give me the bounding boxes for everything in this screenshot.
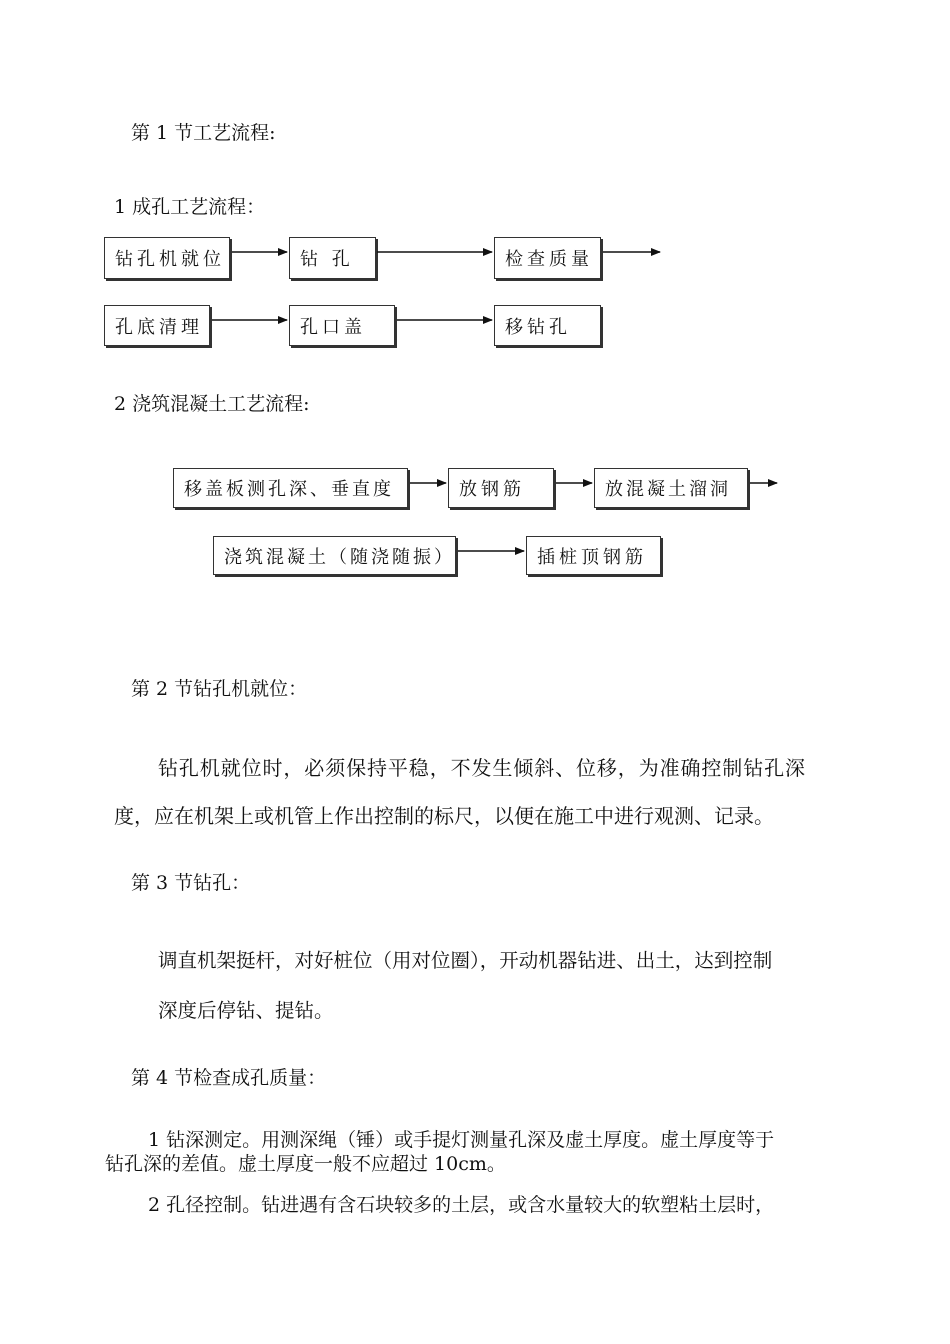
section-1-title: 第 1 节工艺流程: xyxy=(131,122,276,144)
section-4-item-2-line-1: 2 孔径控制。钻进遇有含石块较多的土层，或含水量较大的软塑粘土层时， xyxy=(148,1194,775,1216)
flow2-step-insert-rebar: 插桩顶钢筋 xyxy=(526,536,661,575)
section-3-paragraph-line-1: 调直机架挺杆，对好桩位（用对位圈），开动机器钻进、出土，达到控制 xyxy=(158,949,773,972)
flow1-step-check-quality: 检查质量 xyxy=(494,237,601,279)
section-2-paragraph-line-2: 度，应在机架上或机管上作出控制的标尺，以便在施工中进行观测、记录。 xyxy=(114,804,774,828)
flow1-step-drill-position: 钻孔机就位 xyxy=(104,237,230,279)
flow1-step-clean-bottom: 孔底清理 xyxy=(104,305,210,346)
flow2-step-place-rebar: 放钢筋 xyxy=(448,468,554,508)
section-3-paragraph-line-2: 深度后停钻、提钻。 xyxy=(158,999,334,1022)
flow2-heading: 2 浇筑混凝土工艺流程: xyxy=(114,393,310,415)
section-4-title: 第 4 节检查成孔质量： xyxy=(131,1067,327,1089)
section-2-paragraph-line-1: 钻孔机就位时，必须保持平稳，不发生倾斜、位移，为准确控制钻孔深 xyxy=(158,756,806,780)
section-4-item-1-line-2: 钻孔深的差值。虚土厚度一般不应超过 10cm。 xyxy=(105,1153,506,1175)
flow2-step-measure-depth: 移盖板测孔深、垂直度 xyxy=(173,468,408,508)
flow2-step-pour-concrete: 浇筑混凝土（随浇随振） xyxy=(213,536,456,575)
flow1-heading: 1 成孔工艺流程： xyxy=(114,196,266,218)
flow1-step-move-drill: 移钻孔 xyxy=(494,305,601,346)
section-2-title: 第 2 节钻孔机就位： xyxy=(131,678,308,700)
section-3-title: 第 3 节钻孔： xyxy=(131,872,251,894)
section-4-item-1-line-1: 1 钻深测定。用测深绳（锤）或手提灯测量孔深及虚土厚度。虚土厚度等于 xyxy=(148,1129,775,1151)
flow1-step-drill: 钻 孔 xyxy=(289,237,376,279)
flow1-step-hole-cover: 孔口盖 xyxy=(289,305,395,346)
flow2-step-concrete-chute: 放混凝土溜洞 xyxy=(594,468,748,508)
